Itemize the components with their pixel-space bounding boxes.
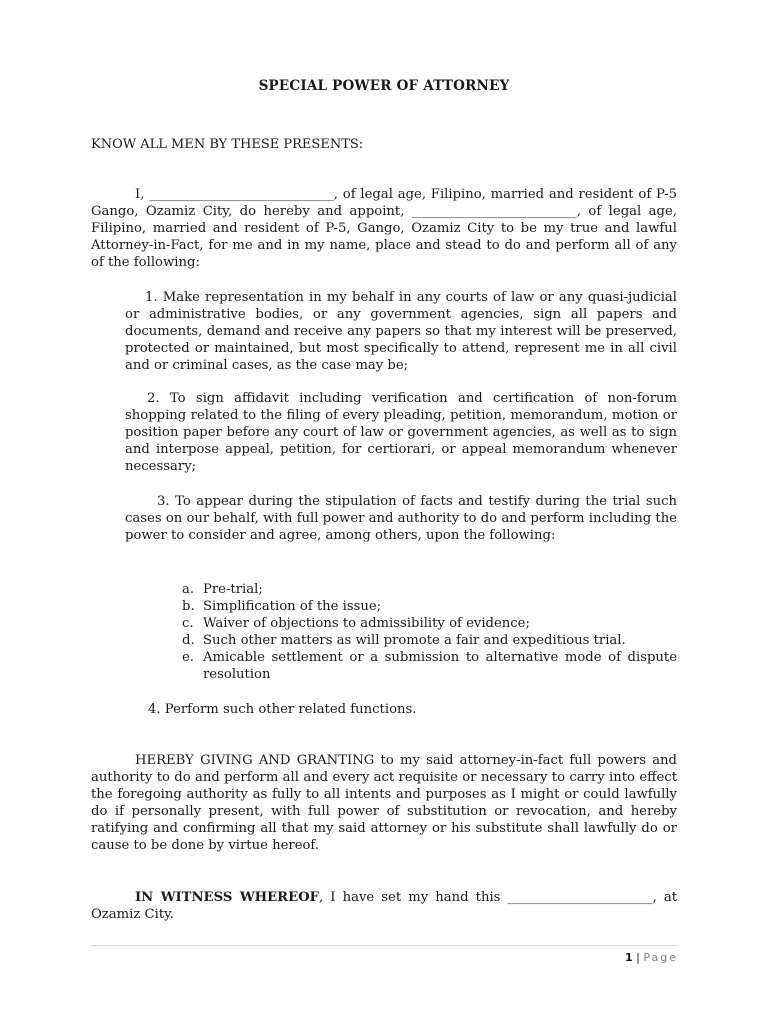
- sub-item-c: [182, 615, 677, 632]
- know-all-heading: KNOW ALL MEN BY THESE PRESENTS:: [91, 137, 364, 152]
- sub-item-text: Such other matters as will promote a fair and expeditious trial.: [203, 633, 626, 648]
- sub-item-letter: a.: [182, 582, 195, 597]
- page-separator: |: [636, 951, 640, 964]
- item-4: [148, 701, 677, 718]
- hereby-paragraph: HEREBY GIVING AND GRANTING to my said attorney-in-fact full powers and authority to do and perform all and every act requisite or necessary to carry into effect the foregoing authority as fully to all intents and purposes as I might or could lawfully do if personally present, with full power of substitution or revocation, and hereby ratifying and confirming all that my said attorney or his substitute shall lawfully do or cause to be done by virtue hereof.: [91, 753, 677, 853]
- item-4-number: 4.: [148, 702, 161, 717]
- item-1-text: Make representation in my behalf in any courts of law or any quasi-judicial or administrative bodies, or any government agencies, sign all papers and documents, demand and receive any papers so that my interest will be preserved, protected or maintained, but most specifically to attend, represent me in all civil and or criminal cases, as the case may be;: [125, 290, 677, 373]
- item-4-text: Perform such other related functions.: [164, 702, 417, 717]
- page-label: Page: [643, 951, 678, 964]
- witness-text: , I have set my hand this ______________________, at Ozamiz City.: [91, 890, 678, 922]
- sub-item-d: [182, 632, 677, 649]
- sub-item-text: Simplification of the issue;: [203, 599, 382, 614]
- item-2: [125, 390, 677, 475]
- document-title: SPECIAL POWER OF ATTORNEY: [258, 78, 510, 94]
- sub-item-a: [182, 581, 677, 598]
- page-footer: [560, 949, 678, 966]
- footer-divider: [91, 945, 678, 946]
- sub-item-b: [182, 598, 677, 615]
- witness-paragraph: [91, 889, 677, 923]
- page-number: 1: [624, 951, 633, 964]
- sub-item-text: Waiver of objections to admissibility of evidence;: [203, 616, 530, 631]
- witness-heading: IN WITNESS WHEREOF: [135, 890, 320, 905]
- item-3-number: 3.: [157, 494, 170, 509]
- sub-item-text: Pre-trial;: [203, 582, 263, 597]
- sub-item-letter: c.: [182, 616, 194, 631]
- sub-item-text: Amicable settlement or a submission to alternative mode of dispute resolution: [203, 650, 677, 682]
- sub-item-list: [182, 581, 677, 683]
- item-1-number: 1.: [145, 290, 158, 305]
- item-2-number: 2.: [147, 391, 160, 406]
- item-1: [125, 289, 677, 374]
- sub-item-e: [182, 649, 677, 683]
- sub-item-letter: e.: [182, 650, 194, 665]
- item-3: [125, 493, 677, 544]
- sub-item-letter: b.: [182, 599, 195, 614]
- item-3-text: To appear during the stipulation of facts and testify during the trial such cases on our behalf, with full power and authority to do and perform including the power to consider and agree, among others, upon the following:: [125, 494, 677, 543]
- sub-item-letter: d.: [182, 633, 195, 648]
- item-2-text: To sign affidavit including verification and certification of non-forum shopping related to the filing of every pleading, petition, memorandum, motion or position paper before any court of law or government agencies, as well as to sign and interpose appeal, petition, for certiorari, or appeal memorandum whenever necessary;: [125, 391, 677, 474]
- intro-paragraph: I, ____________________________, of legal age, Filipino, married and resident of P-5 Gango, Ozamiz City, do hereby and appoint, _________________________, of legal age, Filipino, married and resident of P-5, Gango, Ozamiz City to be my true and lawful Attorney-in-Fact, for me and in my name, place and stead to do and perform all of any of the following:: [91, 187, 677, 270]
